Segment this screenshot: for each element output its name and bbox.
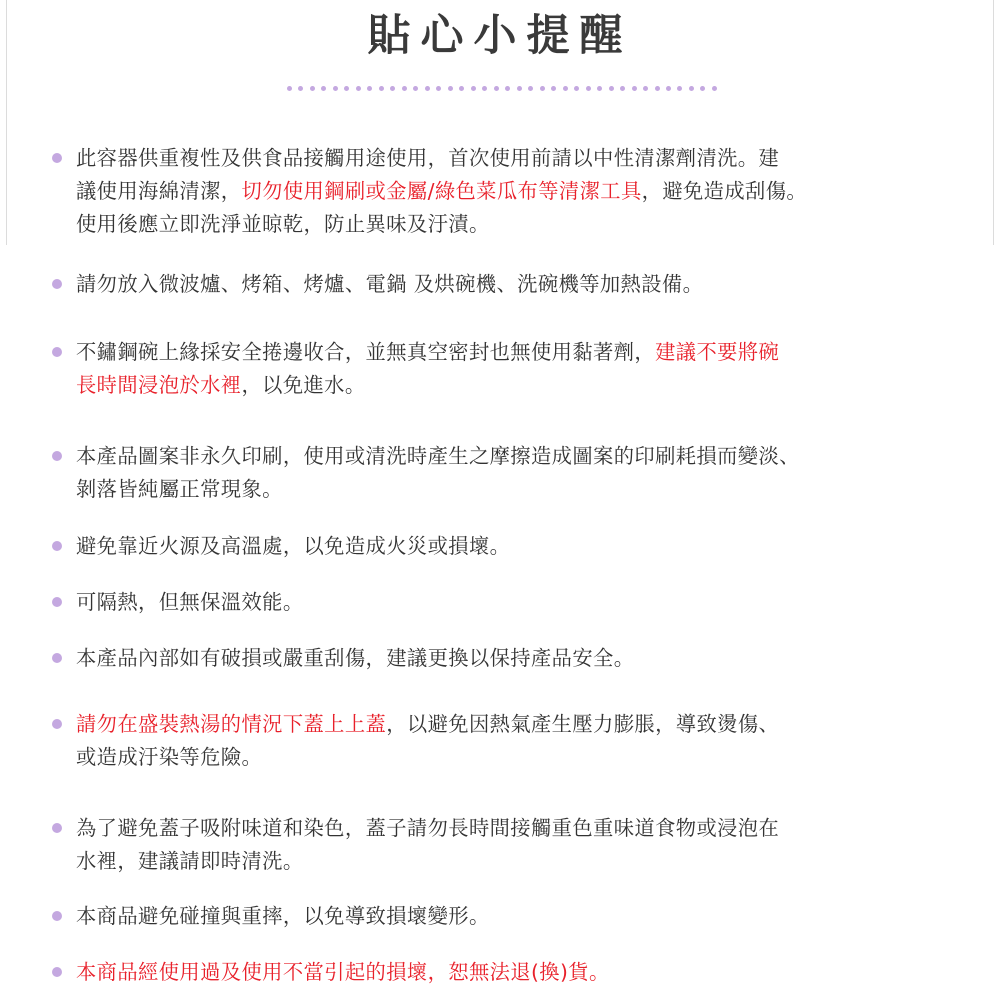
reminder-line (76, 845, 956, 878)
reminder-text: 避免靠近火源及高溫處，以免造成火災或損壞。 (76, 534, 511, 558)
reminder-line (76, 208, 956, 241)
reminder-text: 本產品圖案非永久印刷，使用或清洗時產生之摩擦造成圖案的印刷耗損而變淡、 (76, 444, 800, 468)
warning-text: 請勿在盛裝熱湯的情況下蓋上上蓋 (76, 712, 387, 736)
reminder-line (76, 956, 956, 989)
divider-dot (677, 86, 682, 91)
reminder-line (76, 336, 956, 369)
reminder-line (76, 268, 956, 301)
reminder-text: 此容器供重複性及供食品接觸用途使用，首次使用前請以中性清潔劑清洗。建 (76, 146, 780, 170)
reminder-text: 水裡，建議請即時清洗。 (76, 849, 304, 873)
divider-dot (402, 86, 407, 91)
divider-dot (609, 86, 614, 91)
reminder-line (76, 708, 956, 741)
page-title: 貼心小提醒 (367, 11, 633, 61)
bullet-dot-icon (52, 541, 62, 551)
warning-text: 長時間浸泡於水裡 (76, 373, 242, 397)
reminder-line (76, 142, 956, 175)
bullet-dot-icon (52, 597, 62, 607)
divider-dot (528, 86, 533, 91)
divider-dot (367, 86, 372, 91)
divider-dot (287, 86, 292, 91)
reminder-text: 使用後應立即洗淨並晾乾，防止異味及汙漬。 (76, 212, 490, 236)
divider-dot (471, 86, 476, 91)
reminder-line (76, 530, 956, 563)
bullet-dot-icon (52, 451, 62, 461)
reminder-text: 議使用海綿清潔， (76, 179, 242, 203)
bullet-dot-icon (52, 967, 62, 977)
reminder-item (76, 586, 956, 619)
divider-dot (494, 86, 499, 91)
bullet-dot-icon (52, 911, 62, 921)
divider-dot (413, 86, 418, 91)
divider-dot (689, 86, 694, 91)
reminder-line (76, 175, 956, 208)
reminder-text: ，以避免因熱氣產生壓力膨脹，導致燙傷、 (386, 712, 780, 736)
divider-dot (620, 86, 625, 91)
divider-dot (551, 86, 556, 91)
reminder-line (76, 900, 956, 933)
reminder-item (76, 812, 956, 878)
divider-dot (356, 86, 361, 91)
bullet-dot-icon (52, 347, 62, 357)
divider-dot (563, 86, 568, 91)
divider-dot (574, 86, 579, 91)
divider-dot (700, 86, 705, 91)
warning-text: 建議不要將碗 (655, 340, 780, 364)
reminder-item (76, 142, 956, 241)
divider-dot (344, 86, 349, 91)
bullet-dot-icon (52, 153, 62, 163)
reminder-text: 或造成汙染等危險。 (76, 745, 263, 769)
divider-dot (390, 86, 395, 91)
divider-dot (310, 86, 315, 91)
reminder-text: 剝落皆純屬正常現象。 (76, 477, 283, 501)
divider-dot (448, 86, 453, 91)
reminder-item (76, 708, 956, 774)
warning-text: 切勿使用鋼刷或金屬/綠色菜瓜布等清潔工具 (241, 179, 642, 203)
reminder-line (76, 642, 956, 675)
divider-dot (540, 86, 545, 91)
reminder-item (76, 530, 956, 563)
warning-text: 本商品經使用過及使用不當引起的損壞，恕無法退(換)貨。 (76, 960, 610, 984)
reminder-item (76, 900, 956, 933)
reminder-line (76, 369, 956, 402)
reminder-text: 本商品避免碰撞與重摔，以免導致損壞變形。 (76, 904, 490, 928)
divider-dot (655, 86, 660, 91)
reminder-text: ，避免造成刮傷。 (641, 179, 808, 203)
divider-dot (333, 86, 338, 91)
divider-dot (712, 86, 717, 91)
divider-dot (321, 86, 326, 91)
bullet-dot-icon (52, 279, 62, 289)
divider-dot (379, 86, 384, 91)
divider-dot (436, 86, 441, 91)
dotted-divider (287, 84, 717, 92)
reminder-item (76, 440, 956, 506)
reminder-text: 為了避免蓋子吸附味道和染色，蓋子請勿長時間接觸重色重味道食物或浸泡在 (76, 816, 780, 840)
divider-dot (586, 86, 591, 91)
reminder-line (76, 586, 956, 619)
reminder-item (76, 336, 956, 402)
divider-dot (505, 86, 510, 91)
divider-dot (597, 86, 602, 91)
reminder-line (76, 473, 956, 506)
divider-dot (517, 86, 522, 91)
reminder-line (76, 440, 956, 473)
divider-dot (298, 86, 303, 91)
divider-dot (666, 86, 671, 91)
reminder-text: ，以免進水。 (241, 373, 366, 397)
reminder-text: 不鏽鋼碗上緣採安全捲邊收合，並無真空密封也無使用黏著劑， (76, 340, 656, 364)
bullet-dot-icon (52, 719, 62, 729)
bullet-dot-icon (52, 653, 62, 663)
bullet-dot-icon (52, 823, 62, 833)
reminder-text: 可隔熱，但無保溫效能。 (76, 590, 304, 614)
reminder-item (76, 268, 956, 301)
divider-dot (643, 86, 648, 91)
reminder-text: 請勿放入微波爐、烤箱、烤爐、電鍋 及烘碗機、洗碗機等加熱設備。 (76, 272, 704, 296)
divider-dot (632, 86, 637, 91)
divider-dot (459, 86, 464, 91)
reminder-line (76, 741, 956, 774)
divider-dot (425, 86, 430, 91)
reminder-line (76, 812, 956, 845)
reminder-item (76, 642, 956, 675)
reminder-item (76, 956, 956, 989)
divider-dot (482, 86, 487, 91)
reminder-text: 本產品內部如有破損或嚴重刮傷，建議更換以保持產品安全。 (76, 646, 635, 670)
